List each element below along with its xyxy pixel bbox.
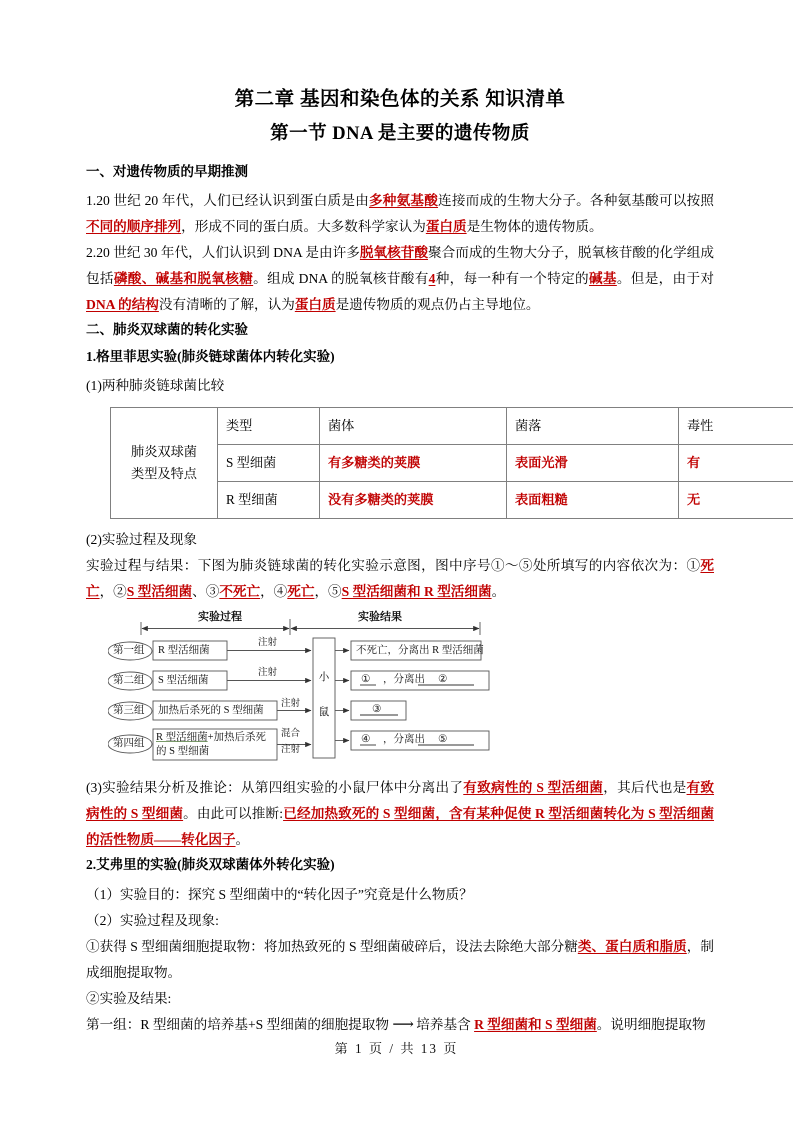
a3-text-2: ，制成细胞提取物。	[86, 938, 715, 980]
diagram-result-4-blank-2: ⑤	[438, 734, 448, 746]
p2-highlight-3: 4	[428, 271, 436, 287]
p2-text-3: 。组成 DNA 的脱氧核苷酸有	[253, 271, 429, 287]
diagram-treatment-4-part-b: +加热后杀死	[207, 732, 267, 744]
pp-text-5: ，⑤	[314, 584, 342, 600]
p1-highlight-1: 多种氨基酸	[368, 193, 439, 209]
row-r-type: R 型细菌	[218, 482, 320, 519]
pp-highlight-1: 死亡	[86, 558, 714, 600]
p2-text-4: 种，每一种有一个特定的	[435, 271, 589, 287]
diagram-treatment-3: 加热后杀死的 S 型细菌	[158, 705, 264, 717]
p1-highlight-2: 不同的顺序排列	[86, 219, 182, 235]
paragraph-process	[86, 553, 714, 605]
diagram-header-left: 实验过程	[198, 611, 242, 624]
table-row-label-line-1: 肺炎双球菌	[131, 444, 197, 460]
diagram-group-1: 第一组	[113, 645, 145, 657]
diagram-treatment-4-line-1	[156, 732, 266, 744]
pc-text-2: ，其后代也是	[603, 780, 687, 796]
diagram-treatment-1: R 型活细菌	[158, 645, 210, 657]
transformation-experiment-diagram	[108, 611, 528, 769]
p2-text-7: 是遗传物质的观点仍占主导地位。	[335, 297, 540, 313]
a5-text-3: 。说明细胞提取物	[596, 1016, 706, 1032]
p1-text-4: 是生物体的遗传物质。	[466, 219, 603, 235]
heading-avery: 2.艾弗里的实验(肺炎双球菌体外转化实验)	[86, 857, 335, 873]
pc-text-4: 。	[235, 832, 250, 848]
diagram-result-1: 不死亡，分离出 R 型活细菌	[356, 645, 484, 657]
item-1-label: (1)两种肺炎链球菌比较	[86, 378, 225, 394]
p2-highlight-5: DNA 的结构	[86, 297, 159, 313]
rightwards-arrow-icon: ⟶	[392, 1016, 413, 1033]
diagram-treatment-2: S 型活细菌	[158, 675, 209, 687]
a3-highlight-1: 类、蛋白质和脂质	[577, 938, 687, 954]
diagram-group-3: 第三组	[113, 705, 145, 717]
table-row-label	[111, 408, 218, 519]
p2-highlight-6: 蛋白质	[294, 297, 336, 313]
diagram-treatment-4-part-a: R 型活细菌	[156, 732, 208, 744]
diagram-result-2-text: ，分离出	[383, 674, 425, 686]
pc-highlight-1: 有致病性的 S 型活细菌	[463, 780, 604, 796]
avery-group-1	[86, 1012, 714, 1038]
diagram-group-2: 第二组	[113, 675, 145, 687]
row-s-body: 有多糖类的荚膜	[320, 445, 507, 482]
p2-highlight-1: 脱氧核苷酸	[359, 245, 429, 261]
diagram-result-4-blank: ④	[361, 734, 371, 746]
diagram-result-3-blank: ③	[372, 704, 382, 716]
pp-text-4: ，④	[260, 584, 288, 600]
avery-step-1	[86, 934, 714, 986]
table-header-colony: 菌落	[507, 408, 679, 445]
item-2-label: (2)实验过程及现象	[86, 532, 198, 548]
paragraph-conclusion	[86, 775, 714, 853]
pc-highlight-2: 有致病性的 S 型细菌	[86, 780, 715, 822]
pp-highlight-5: S 型活细菌和 R 型活细菌	[341, 584, 492, 600]
diagram-arrow-label-2: 注射	[258, 668, 278, 679]
a5-text-1: 第一组：R 型细菌的培养基+S 型细菌的细胞提取物	[86, 1016, 393, 1032]
pc-text-1: (3)实验结果分析及推论：从第四组实验的小鼠尸体中分离出了	[86, 780, 464, 796]
diagram-mouse-label-char-1: 小	[318, 672, 330, 684]
paragraph-2	[86, 240, 714, 318]
p1-text-2: 连接而成的生物大分子。各种氨基酸可以按照	[438, 193, 715, 209]
paragraph-1	[86, 188, 714, 240]
p2-highlight-4: 碱基	[588, 271, 617, 287]
a5-highlight-1: R 型细菌和 S 型细菌	[474, 1016, 597, 1032]
row-r-body: 没有多糖类的荚膜	[320, 482, 507, 519]
p2-text-2: 聚合而成的生物大分子，脱氧核苷酸的化学组成包括	[86, 245, 715, 287]
table-header-body: 菌体	[320, 408, 507, 445]
row-r-toxicity: 无	[679, 482, 793, 519]
document-title: 第二章 基因和染色体的关系 知识清单	[234, 89, 566, 110]
p2-highlight-2: 磷酸、碱基和脱氧核糖	[113, 271, 254, 287]
avery-purpose: （1）实验目的：探究 S 型细菌中的“转化因子”究竟是什么物质？	[86, 886, 473, 902]
page-footer: 第 1 页 / 共 13 页	[334, 1041, 459, 1056]
pp-highlight-3: 不死亡	[219, 584, 261, 600]
diagram-mouse-label-char-2: 鼠	[318, 707, 330, 719]
pp-text-3: 、③	[192, 584, 220, 600]
diagram-arrow-label-1: 注射	[258, 638, 278, 649]
row-s-colony: 表面光滑	[507, 445, 679, 482]
diagram-header-right: 实验结果	[358, 611, 402, 624]
pp-text-6: 。	[491, 584, 506, 600]
heading-griffith: 1.格里菲思实验(肺炎链球菌体内转化实验)	[86, 348, 335, 364]
pp-text-2: ，②	[99, 584, 127, 600]
heading-section-2: 二、肺炎双球菌的转化实验	[86, 322, 248, 338]
diagram-treatment-4-line-2: 的 S 型细菌	[156, 746, 210, 758]
p2-text-6: 没有清晰的了解，认为	[158, 297, 295, 313]
table-header-row	[111, 408, 793, 445]
diagram-arrow-label-3: 注射	[281, 699, 301, 710]
pp-text-1: 实验过程与结果：下图为肺炎链球菌的转化实验示意图，图中序号①～⑤处所填写的内容依次为：①	[86, 558, 701, 574]
table-header-type: 类型	[218, 408, 320, 445]
bacteria-comparison-table	[110, 407, 793, 519]
pp-highlight-2: S 型活细菌	[126, 584, 193, 600]
table-header-toxicity: 毒性	[679, 408, 793, 445]
diagram-group-4: 第四组	[113, 738, 145, 750]
page-content	[86, 88, 714, 1038]
a3-text-1: ①获得 S 型细菌细胞提取物：将加热致死的 S 型细菌破碎后，设法去除绝大部分糖	[86, 938, 578, 954]
row-r-colony: 表面粗糙	[507, 482, 679, 519]
avery-process-label: （2）实验过程及现象:	[86, 912, 219, 928]
p2-text-1: 2.20 世纪 30 年代，人们认识到 DNA 是由许多	[86, 245, 360, 261]
pp-highlight-4: 死亡	[287, 584, 315, 600]
row-s-type: S 型细菌	[218, 445, 320, 482]
p1-text-1: 1.20 世纪 20 年代，人们已经认识到蛋白质是由	[86, 193, 369, 209]
table-row-label-line-2: 类型及特点	[131, 466, 197, 482]
row-s-toxicity: 有	[679, 445, 793, 482]
section-title: 第一节 DNA 是主要的遗传物质	[270, 124, 530, 145]
avery-results-label: ②实验及结果:	[86, 990, 172, 1006]
diagram-result-2-blank: ①	[361, 674, 371, 686]
pc-text-3: 。由此可以推断:	[183, 806, 284, 822]
p1-highlight-3: 蛋白质	[425, 219, 467, 235]
diagram-result-4-text: ，分离出	[383, 734, 425, 746]
a5-text-2: 培养基含	[412, 1016, 475, 1032]
p1-text-3: ，形成不同的蛋白质。大多数科学家认为	[181, 219, 426, 235]
p2-text-5: 。但是，由于对	[616, 271, 715, 287]
diagram-result-2-blank-2: ②	[438, 674, 448, 686]
diagram-arrow-label-5: 注射	[281, 745, 301, 756]
heading-section-1: 一、对遗传物质的早期推测	[86, 163, 248, 179]
diagram-arrow-label-4: 混合	[281, 729, 301, 740]
pc-highlight-3: 已经加热致死的 S 型细菌，含有某种促使 R 型活细菌转化为 S 型活细菌的活性物质——转化因子	[86, 806, 715, 848]
